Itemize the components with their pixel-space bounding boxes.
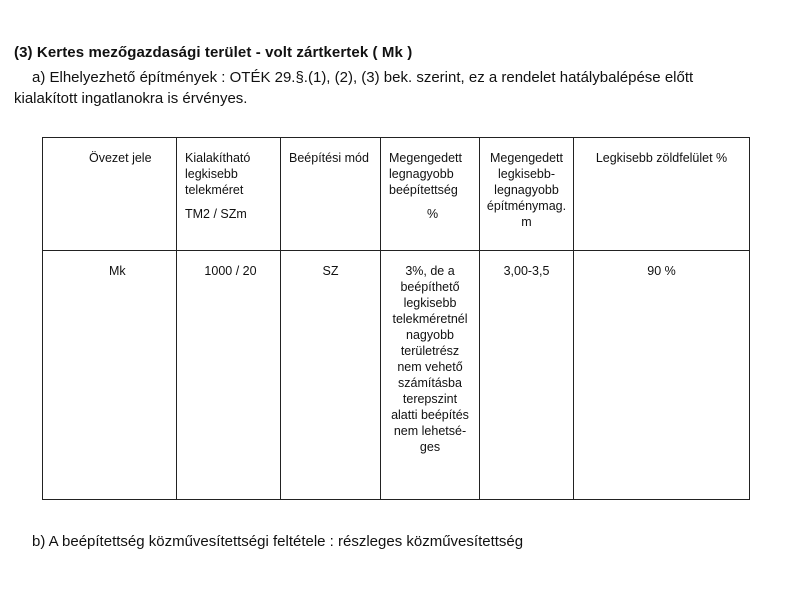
- cell-built-ratio: [381, 251, 480, 500]
- header-height-line-1: Megengedett: [490, 151, 563, 165]
- section-heading: (3) Kertes mezőgazdasági terület - volt zártkertek ( Mk ): [14, 44, 413, 61]
- table-header-row: [43, 138, 750, 251]
- header-height-line-4: építménymag.: [486, 199, 567, 213]
- header-mode-label: Beépítési mód: [289, 151, 369, 165]
- cell-build-mode: [281, 251, 381, 500]
- paragraph-b: b) A beépítettség közművesítettségi feltétele : részleges közművesítettség: [32, 533, 524, 550]
- header-cell-green-area: [574, 138, 750, 251]
- cell-building-height: [480, 251, 574, 500]
- built-ratio-line: alatti beépítés: [391, 408, 469, 422]
- built-ratio-line: 3%, de a: [405, 264, 455, 278]
- built-ratio-line: beépíthető: [400, 280, 460, 294]
- cell-zone: [43, 251, 177, 500]
- value-building-height: 3,00-3,5: [503, 264, 550, 278]
- header-height-line-2: legkisebb-: [498, 167, 555, 181]
- cell-plot-size: [177, 251, 281, 500]
- header-plot-unit: TM2 / SZm: [185, 207, 247, 221]
- header-built-unit: %: [427, 207, 439, 221]
- header-cell-plot-size: [177, 138, 281, 251]
- built-ratio-line: legkisebb: [403, 296, 457, 310]
- paragraph-a-line-1: a) Elhelyezhető építmények : OTÉK 29.§.(1), (2), (3) bek. szerint, ez a rendelet hatálybalépése előtt: [32, 69, 694, 86]
- built-ratio-text: [381, 251, 479, 455]
- header-cell-built-ratio: [381, 138, 480, 251]
- built-ratio-line: nem lehetsé-: [393, 424, 467, 438]
- header-built-line-3: beépítettség: [389, 183, 458, 197]
- built-ratio-line: telekméretnél: [392, 312, 468, 326]
- header-built-line-2: legnagyobb: [389, 167, 454, 181]
- built-ratio-line: számításba: [398, 376, 462, 390]
- value-green-area: 90 %: [647, 264, 676, 278]
- value-plot-size: 1000 / 20: [204, 264, 257, 278]
- value-build-mode: SZ: [322, 264, 339, 278]
- header-cell-build-mode: [281, 138, 381, 251]
- header-cell-building-height: [480, 138, 574, 251]
- paragraph-a: [14, 67, 792, 109]
- built-ratio-line: nem vehető: [397, 360, 463, 374]
- header-built-line-1: Megengedett: [389, 151, 462, 165]
- header-cell-zone: [43, 138, 177, 251]
- paragraph-a-line-2: kialakított ingatlanokra is érvényes.: [14, 90, 248, 107]
- built-ratio-line: nagyobb: [406, 328, 454, 342]
- header-height-line-3: legnagyobb: [494, 183, 559, 197]
- built-ratio-line: területrész: [400, 344, 460, 358]
- header-plot-line-1: Kialakítható: [185, 151, 251, 165]
- cell-green-area: [574, 251, 750, 500]
- header-zone-label: Övezet jele: [89, 151, 152, 165]
- header-green-label: Legkisebb zöldfelület %: [595, 151, 728, 165]
- zoning-table: [42, 137, 750, 500]
- value-zone: Mk: [109, 264, 126, 278]
- built-ratio-line: ges: [419, 440, 441, 454]
- header-plot-line-3: telekméret: [185, 183, 244, 197]
- built-ratio-line: terepszint: [402, 392, 458, 406]
- table-row: [43, 251, 750, 500]
- header-plot-line-2: legkisebb: [185, 167, 238, 181]
- header-height-unit: m: [521, 215, 532, 229]
